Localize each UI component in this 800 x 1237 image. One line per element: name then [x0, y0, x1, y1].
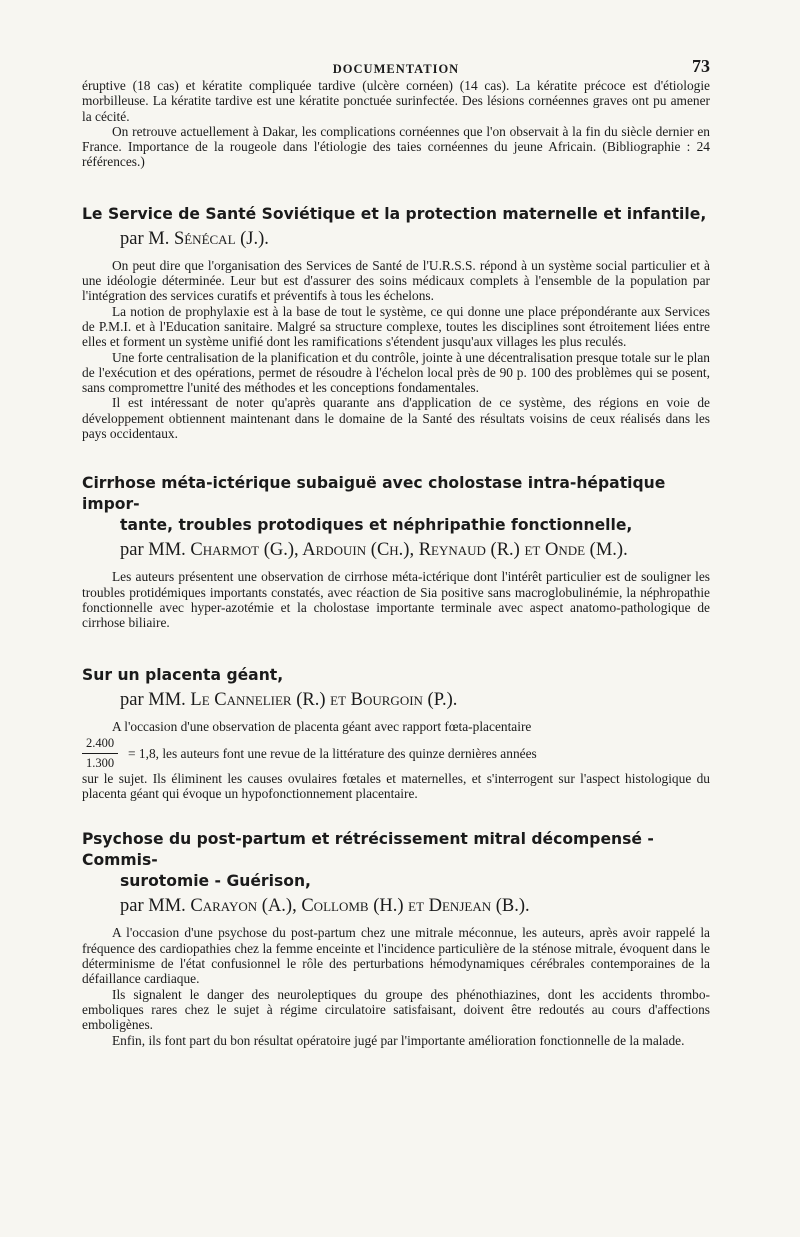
- article-title-line: Le Service de Santé Soviétique et la protection maternelle et infantile,: [82, 204, 707, 223]
- paragraph: Une forte centralisation de la planification et du contrôle, jointe à une décentralisation presque totale sur le plan de l'exécution et des opérations, permet de résoudre à l'échelon local près de 90 p. 100 des problèmes qui se posent, sans compromettre l'unité des méthodes et les conceptions fondamentales.: [82, 349, 710, 396]
- article-title: [82, 665, 710, 686]
- article-title-line: tante, troubles protodiques et néphripathie fonctionnelle,: [120, 516, 633, 535]
- paragraph: Il est intéressant de noter qu'après quarante ans d'application de ce système, des régions en voie de développement obtiennent maintenant dans le domaine de la Santé des résultats voisins de ceux réalisés dans les pays occidentaux.: [82, 395, 710, 442]
- article-title-line: Psychose du post-partum et rétrécissement mitral décompensé - Commis-: [82, 830, 654, 870]
- article-title: [82, 473, 710, 536]
- article-byline: [82, 689, 710, 711]
- paragraph: éruptive (18 cas) et kératite compliquée tardive (ulcère cornéen) (14 cas). La kératite précoce est d'étiologie morbilleuse. La kératite tardive est une kératite ponctuée surinfectée. Des lésions cornéennes graves ont pu amener la cécité.: [82, 78, 710, 124]
- paragraph: On peut dire que l'organisation des Services de Santé de l'U.R.S.S. répond à un système social particulier et à une idéologie déterminée. Leur but est d'assurer des soins médicaux complets à l'ensemble de la population par l'intégration des services curatifs et préventifs à tous les échelons.: [82, 257, 710, 304]
- paragraph: Ils signalent le danger des neuroleptiques du groupe des phénothiazines, dont les accidents thrombo-emboliques rares chez le sujet à régime circulatoire satisfaisant, doivent être redoutés au cours d'affections emboligènes.: [82, 986, 710, 1033]
- fraction: [82, 736, 118, 771]
- page-header: [82, 52, 710, 78]
- previous-abstract-continuation: [82, 78, 710, 170]
- article-byline: [82, 539, 710, 561]
- article-byline: [82, 228, 710, 250]
- article-cirrhose: [82, 473, 710, 630]
- author-list: Le Cannelier (R.) et Bourgoin (P.).: [190, 689, 458, 710]
- paragraph: sur le sujet. Ils éliminent les causes ovulaires fœtales et maternelles, et s'interrogent sur l'aspect histologique du placenta géant qui évoque un hypofonctionnement placentaire.: [82, 770, 710, 802]
- article-title-line: Sur un placenta géant,: [82, 665, 284, 684]
- author-list: Charmot (G.), Ardouin (Ch.), Reynaud (R.) et Onde (M.).: [190, 540, 628, 561]
- article-title-line: surotomie - Guérison,: [120, 872, 311, 891]
- paragraph: Les auteurs présentent une observation de cirrhose méta-ictérique dont l'intérêt particulier est de souligner les troubles protidémiques importants constatés, avec réaction de Sia positive sans macroglobulinémie, la néphropathie fonctionnelle avec hyper-azotémie et la cholostase importante terminale avec aspect anatomo-pathologique de cirrhose biliaire.: [82, 569, 710, 631]
- fraction-bar: [82, 753, 118, 754]
- fraction-line: [82, 736, 710, 771]
- page: [82, 52, 710, 1048]
- fraction-denominator: 1.300: [85, 755, 115, 770]
- paragraph: A l'occasion d'une psychose du post-partum chez une mitrale méconnue, les auteurs, après avoir rappelé la fréquence des cardiopathies chez la femme enceinte et l'incidence particulière de la sténose mitrale, évoquent dans le déterminisme de l'état confusionnel le rôle des perturbations hémodynamiques cérébrales contemporaines de la défaillance cardiaque.: [82, 925, 710, 987]
- running-title: DOCUMENTATION: [332, 62, 460, 76]
- paragraph: A l'occasion d'une observation de placenta géant avec rapport fœta-placentaire: [112, 718, 532, 734]
- article-title: [82, 204, 710, 225]
- fraction-text: = 1,8, les auteurs font une revue de la littérature des quinze dernières années: [128, 745, 537, 761]
- fraction-numerator: 2.400: [85, 735, 115, 750]
- byline-prefix: par MM.: [120, 540, 191, 561]
- article-title-line: Cirrhose méta-ictérique subaiguë avec cholostase intra-hépatique impor-: [82, 474, 666, 514]
- byline-prefix: par MM.: [120, 896, 191, 917]
- article-soviet-health-service: [82, 204, 710, 442]
- article-title: [82, 829, 710, 892]
- page-number: 73: [692, 56, 710, 76]
- paragraph: On retrouve actuellement à Dakar, les complications cornéennes que l'on observait à la fin du siècle dernier en France. Importance de la rougeole dans l'étiologie des taies cornéennes du jeune Africain. (Bibliographie : 24 références.): [82, 123, 710, 170]
- author-list: Carayon (A.), Collomb (H.) et Denjean (B.).: [190, 896, 530, 917]
- paragraph: Enfin, ils font part du bon résultat opératoire jugé par l'importante amélioration fonctionnelle de la malade.: [112, 1032, 685, 1048]
- byline-prefix: par MM.: [120, 689, 191, 710]
- byline-prefix: par M.: [120, 228, 174, 249]
- article-placenta-geant: [82, 665, 710, 802]
- article-psychose-post-partum: [82, 829, 710, 1047]
- author-list: Sénécal (J.).: [173, 228, 269, 249]
- paragraph: La notion de prophylaxie est à la base de tout le système, ce qui donne une place prépondérante aux Services de P.M.I. et à l'Education sanitaire. Malgré sa structure complexe, toutes les disciplines sont étroitement liées entre elles et forment un système unifié dont les ramifications s'étendent jusqu'aux villages les plus reculés.: [82, 303, 710, 350]
- article-byline: [82, 895, 710, 917]
